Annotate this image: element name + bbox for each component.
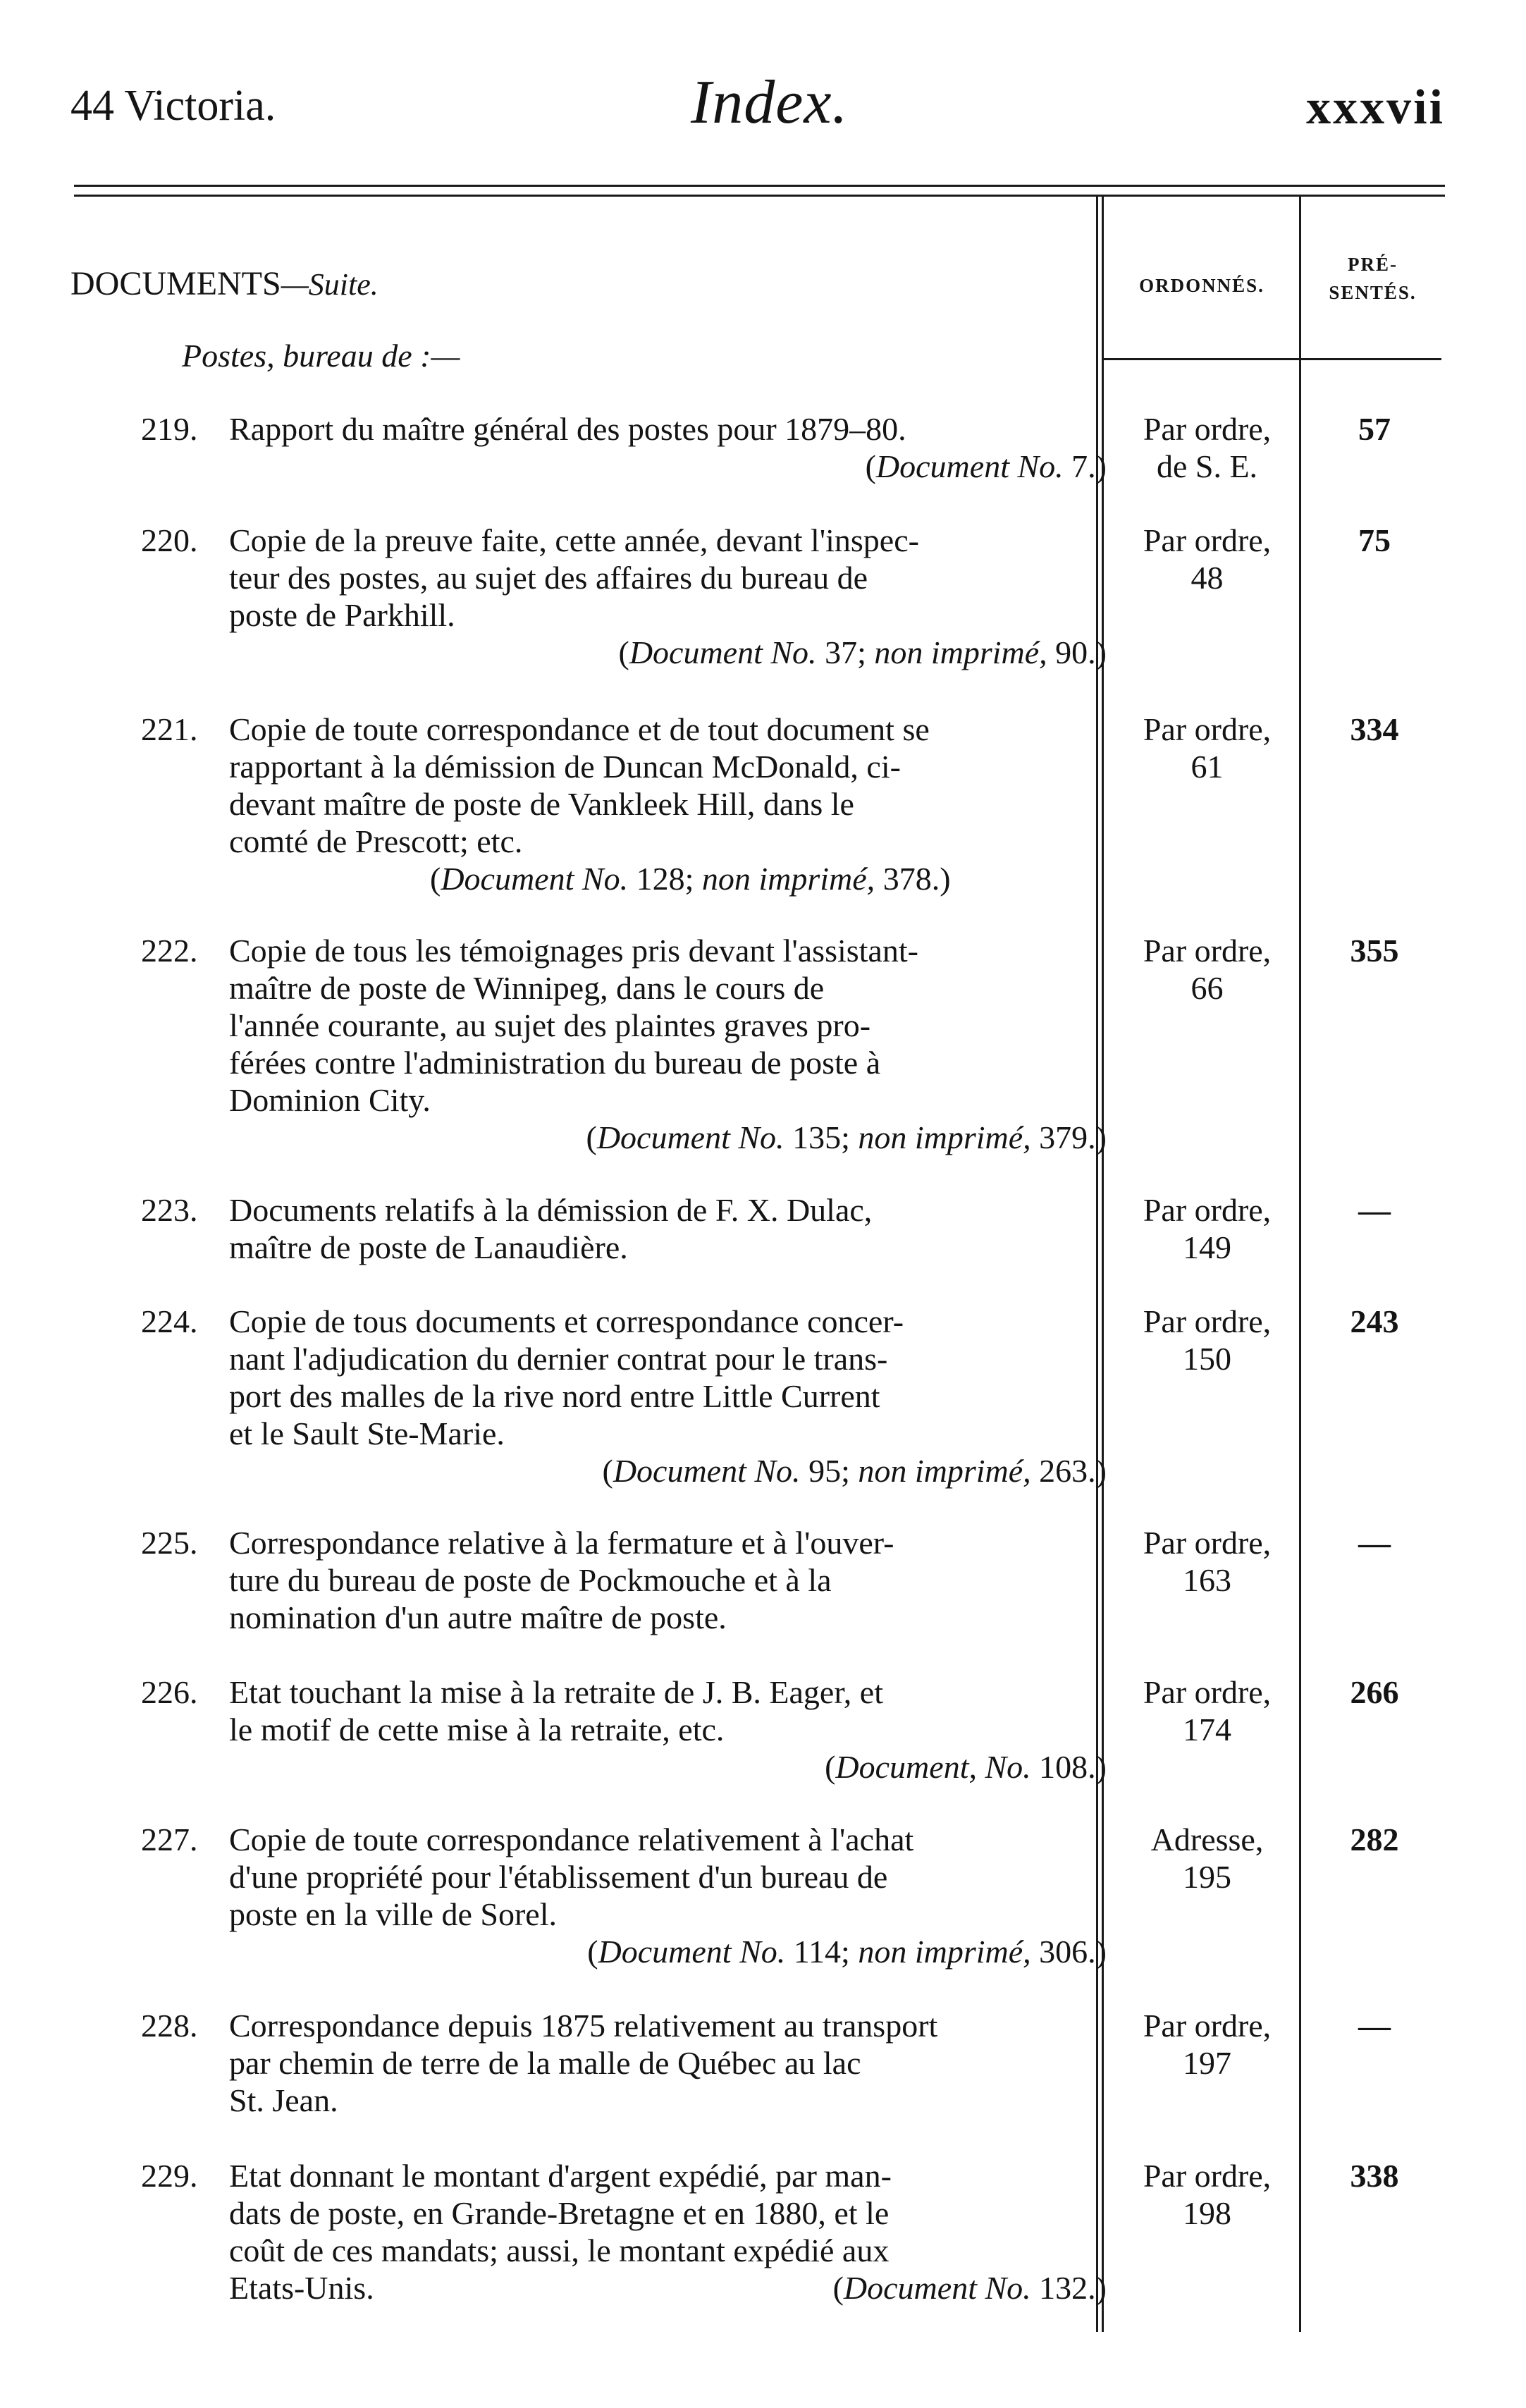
entry-line: nomination d'un autre maître de poste. xyxy=(229,1599,727,1635)
header-volume: 44 Victoria. xyxy=(70,82,276,130)
document-reference: (Document, No. 108.) xyxy=(825,1749,1107,1785)
presentes-222: 355 xyxy=(1350,933,1399,969)
ordonnes-227: Adresse, 195 xyxy=(1150,1822,1264,1895)
column-header-presentes-line2: SENTÉS. xyxy=(1329,282,1417,303)
document-reference: (Document No. 132.) xyxy=(832,2270,1107,2306)
ordonnes-229: Par ordre, 198 xyxy=(1143,2158,1272,2231)
entry-line: coût de ces mandats; aussi, le montant expédié aux xyxy=(229,2232,890,2268)
entry-number: 221. xyxy=(141,711,198,747)
presentes-228: — xyxy=(1358,2008,1391,2044)
entry-223 xyxy=(141,1191,1107,1269)
entry-line: férées contre l'administration du bureau de poste à xyxy=(229,1045,881,1081)
entry-number: 223. xyxy=(141,1192,198,1228)
header-rule-top xyxy=(74,185,1445,187)
entry-line: par chemin de terre de la malle de Québec au lac xyxy=(229,2045,861,2081)
document-reference: (Document No. 95; non imprimé, 263.) xyxy=(602,1453,1107,1489)
entry-text xyxy=(229,1191,1107,1266)
column-header-presentes-line1: PRÉ- xyxy=(1348,254,1398,275)
document-reference: (Document No. 135; non imprimé, 379.) xyxy=(586,1119,1107,1155)
entry-line: rapportant à la démission de Duncan McDonald, ci- xyxy=(229,749,901,785)
entry-number: 219. xyxy=(141,411,198,447)
entry-227 xyxy=(141,1821,1107,1972)
ordonnes-223: Par ordre, 149 xyxy=(1143,1192,1272,1265)
entry-line: Rapport du maître général des postes pour 1879–80. xyxy=(229,411,906,447)
presentes-223: — xyxy=(1358,1192,1391,1228)
entry-text xyxy=(229,1821,1107,1970)
entry-text xyxy=(229,1524,1107,1636)
entry-text xyxy=(229,932,1107,1156)
entry-line: St. Jean. xyxy=(229,2082,338,2118)
entry-line: Copie de toute correspondance relativement à l'achat xyxy=(229,1822,914,1857)
entry-228 xyxy=(141,2007,1107,2123)
document-reference: (Document No. 7.) xyxy=(865,448,1107,484)
column-header-presentes xyxy=(1304,250,1441,307)
entry-line: d'une propriété pour l'établissement d'un bureau de xyxy=(229,1859,888,1895)
entry-text xyxy=(229,1303,1107,1489)
entry-line: maître de poste de Winnipeg, dans le cours de xyxy=(229,970,825,1006)
section-title xyxy=(70,264,379,303)
ordonnes-226: Par ordre, 174 xyxy=(1143,1674,1272,1747)
entry-text xyxy=(229,1673,1107,1786)
entry-line: Copie de la preuve faite, cette année, devant l'inspec- xyxy=(229,522,919,558)
entry-line: Etat donnant le montant d'argent expédié, par man- xyxy=(229,2158,892,2194)
entry-line: poste de Parkhill. xyxy=(229,597,455,633)
entry-line: Dominion City. xyxy=(229,1082,431,1118)
entry-line: devant maître de poste de Vankleek Hill, dans le xyxy=(229,786,854,822)
document-reference: (Document No. 128; non imprimé, 378.) xyxy=(430,861,951,897)
ordonnes-219: Par ordre, de S. E. xyxy=(1143,411,1272,484)
presentes-227: 282 xyxy=(1350,1822,1399,1857)
entry-text xyxy=(229,410,1107,485)
entry-line xyxy=(229,2269,1107,2306)
document-reference: (Document No. 114; non imprimé, 306.) xyxy=(587,1934,1107,1970)
entry-line: Copie de tous documents et correspondance concer- xyxy=(229,1303,904,1339)
entry-line: et le Sault Ste-Marie. xyxy=(229,1415,505,1451)
entry-225 xyxy=(141,1524,1107,1640)
entry-number: 226. xyxy=(141,1674,198,1710)
section-suffix: —Suite. xyxy=(281,267,379,302)
header-rule-bottom xyxy=(74,195,1445,197)
entry-line: le motif de cette mise à la retraite, etc. xyxy=(229,1712,725,1747)
entry-number: 225. xyxy=(141,1525,198,1561)
entry-number: 224. xyxy=(141,1303,198,1339)
entry-text xyxy=(229,2007,1107,2119)
entry-number: 228. xyxy=(141,2008,198,2044)
entry-line: poste en la ville de Sorel. xyxy=(229,1896,557,1932)
column-header-ordonnes: ORDONNÉS. xyxy=(1139,275,1265,296)
entry-number: 227. xyxy=(141,1822,198,1857)
entry-number: 222. xyxy=(141,933,198,969)
presentes-229: 338 xyxy=(1350,2158,1399,2194)
entry-224 xyxy=(141,1303,1107,1493)
ordonnes-224: Par ordre, 150 xyxy=(1143,1303,1272,1377)
entry-219 xyxy=(141,410,1107,488)
ordonnes-220: Par ordre, 48 xyxy=(1143,522,1272,596)
ordonnes-222: Par ordre, 66 xyxy=(1143,933,1272,1006)
ordonnes-225: Par ordre, 163 xyxy=(1143,1525,1272,1598)
header-page-number: xxxvii xyxy=(1306,80,1445,135)
presentes-220: 75 xyxy=(1358,522,1391,558)
ordonnes-228: Par ordre, 197 xyxy=(1143,2008,1272,2081)
entry-line: l'année courante, au sujet des plaintes graves pro- xyxy=(229,1007,871,1043)
entry-line: Correspondance depuis 1875 relativement au transport xyxy=(229,2008,938,2044)
presentes-224: 243 xyxy=(1350,1303,1399,1339)
entry-line: Copie de toute correspondance et de tout document se xyxy=(229,711,930,747)
entry-226 xyxy=(141,1673,1107,1790)
entry-number: 229. xyxy=(141,2158,198,2194)
header-title: Index. xyxy=(691,68,849,137)
entry-text xyxy=(229,711,1107,897)
entry-line: port des malles de la rive nord entre Little Current xyxy=(229,1378,880,1414)
entry-line: ture du bureau de poste de Pockmouche et à la xyxy=(229,1562,832,1598)
document-reference: (Document No. 37; non imprimé, 90.) xyxy=(618,634,1107,670)
presentes-219: 57 xyxy=(1358,411,1391,447)
entry-line: Documents relatifs à la démission de F. X. Dulac, xyxy=(229,1192,873,1228)
entry-229 xyxy=(141,2157,1107,2309)
entry-line: Etat touchant la mise à la retraite de J. B. Eager, et xyxy=(229,1674,883,1710)
entry-text xyxy=(229,2157,1107,2306)
entry-line: Copie de tous les témoignages pris devant l'assistant- xyxy=(229,933,918,969)
entry-number: 220. xyxy=(141,522,198,558)
ordonnes-221: Par ordre, 61 xyxy=(1143,711,1272,785)
subsection-title: Postes, bureau de :— xyxy=(182,338,460,374)
presentes-226: 266 xyxy=(1350,1674,1399,1710)
section-name: DOCUMENTS xyxy=(70,265,281,302)
presentes-221: 334 xyxy=(1350,711,1399,747)
entry-221 xyxy=(141,711,1107,901)
entry-line: comté de Prescott; etc. xyxy=(229,823,523,859)
entry-line: maître de poste de Lanaudière. xyxy=(229,1229,628,1265)
entry-220 xyxy=(141,522,1107,673)
entry-line: Correspondance relative à la fermature et à l'ouver- xyxy=(229,1525,894,1561)
entry-line: teur des postes, au sujet des affaires du bureau de xyxy=(229,560,868,596)
entry-last-line: Etats-Unis. xyxy=(229,2270,374,2306)
presentes-225: — xyxy=(1358,1525,1391,1561)
column-header-rule xyxy=(1102,358,1441,360)
column-rule-2 xyxy=(1299,196,1301,2332)
entry-222 xyxy=(141,932,1107,1165)
entry-text xyxy=(229,522,1107,671)
running-header xyxy=(70,67,1445,145)
entry-line: dats de poste, en Grande-Bretagne et en 1880, et le xyxy=(229,2195,890,2231)
entry-line: nant l'adjudication du dernier contrat pour le trans- xyxy=(229,1341,888,1377)
